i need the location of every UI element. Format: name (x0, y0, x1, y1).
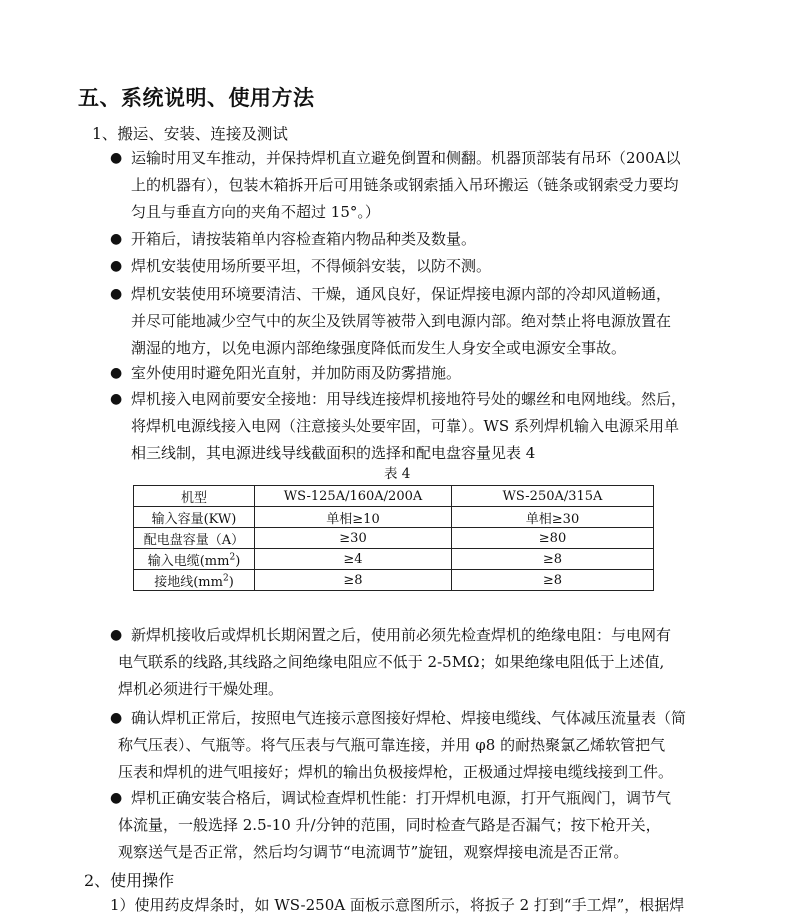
table-cell: 单相≥10 (255, 507, 452, 528)
bullet-line: 焊机正确安装合格后，调试检查焊机性能：打开焊机电源，打开气瓶阀门，调节气 (131, 789, 672, 807)
subsection-heading-1: 1、搬运、安装、连接及测试 (92, 125, 288, 143)
bullet-line: 焊机安装使用场所要平坦，不得倾斜安装，以防不测。 (131, 257, 492, 275)
table-header-row (134, 486, 654, 507)
bullet-line: 焊机必须进行干燥处理。 (118, 680, 284, 698)
bullet-line: 室外使用时避免阳光直射，并加防雨及防雾措施。 (131, 364, 462, 382)
bullet-dot: ● (110, 710, 123, 726)
bullet-line: 运输时用叉车推动，并保持焊机直立避免倒置和侧翻。机器顶部装有吊环（200A以 (131, 149, 681, 167)
table-row (134, 570, 654, 591)
bullet-line: 将焊机电源线接入电网（注意接头处要牢固，可靠）。WS 系列焊机输入电源采用单 (131, 417, 679, 435)
table-row-label: 配电盘容量（A） (134, 528, 255, 549)
bullet-testing (110, 785, 722, 866)
bullet-line: 潮湿的地方，以免电源内部绝缘强度降低而发生人身安全或电源安全事故。 (131, 339, 627, 357)
bullet-insulation (110, 622, 722, 703)
spec-table (133, 485, 654, 591)
subsection-heading-2: 2、使用操作 (84, 871, 175, 890)
table-cell: ≥80 (452, 528, 654, 549)
bullet-line: 并尽可能地减少空气中的灰尘及铁屑等被带入到电源内部。绝对禁止将电源放置在 (131, 312, 672, 330)
section-heading: 五、系统说明、使用方法 (78, 85, 315, 110)
table-header-cell: WS-125A/160A/200A (255, 486, 452, 507)
bullet-line: 相三线制，其电源进线导线截面积的选择和配电盘容量见表 4 (131, 444, 536, 462)
bullet-line: 确认焊机正常后，按照电气连接示意图接好焊枪、焊接电缆线、气体减压流量表（简 (131, 709, 687, 727)
bullet-dot: ● (110, 150, 123, 166)
bullet-dot: ● (110, 258, 123, 274)
bullet-line: 称气压表）、气瓶等。将气压表与气瓶可靠连接，并用 φ8 的耐热聚氯乙烯软管把气 (118, 736, 666, 754)
table-cell: ≥8 (452, 549, 654, 570)
bullet-transport (110, 145, 722, 226)
bullet-line: 体流量，一般选择 2.5-10 升/分钟的范围，同时检查气路是否漏气；按下枪开关， (118, 816, 661, 834)
table-cell: ≥30 (255, 528, 452, 549)
bullet-connection (110, 705, 722, 786)
bullet-line: 观察送气是否正常，然后均匀调节“电流调节”旋钮，观察焊接电流是否正常。 (118, 843, 629, 861)
bullet-flat-site (110, 253, 722, 280)
table-caption: 表 4 (384, 466, 411, 482)
bullet-line: 压表和焊机的进气咀接好；焊机的输出负极接焊枪，正极通过焊接电缆线接到工件。 (118, 763, 674, 781)
table-row-label: 输入容量(KW) (134, 507, 255, 528)
bullet-dot: ● (110, 286, 123, 302)
bullet-grounding (110, 386, 722, 467)
bullet-outdoor (110, 360, 722, 387)
table-row (134, 549, 654, 570)
partial-text-line: 1）使用药皮焊条时，如 WS-250A 面板示意图所示，将扳子 2 打到“手工焊”，根据焊 (110, 896, 685, 914)
bullet-unpacking (110, 226, 722, 253)
bullet-line: 匀且与垂直方向的夹角不超过 15°。） (131, 203, 380, 221)
bullet-line: 焊机接入电网前要安全接地：用导线连接焊机接地符号处的螺丝和电网地线。然后， (131, 390, 687, 408)
table-header-cell: WS-250A/315A (452, 486, 654, 507)
bullet-line: 上的机器有），包装木箱拆开后可用链条或钢索插入吊环搬运（链条或钢索受力要均 (131, 176, 679, 194)
bullet-dot: ● (110, 790, 123, 806)
table-cell: ≥4 (255, 549, 452, 570)
bullet-line: 新焊机接收后或焊机长期闲置之后，使用前必须先检查焊机的绝缘电阻：与电网有 (131, 626, 672, 644)
table-cell: ≥8 (255, 570, 452, 591)
bullet-dot: ● (110, 627, 123, 643)
bullet-line: 焊机安装使用环境要清洁、干燥，通风良好，保证焊接电源内部的冷却风道畅通， (131, 285, 672, 303)
table-row-label: 接地线$(mm^2)$ (134, 570, 255, 591)
table-row-label: 输入电缆$(mm^2)$ (134, 549, 255, 570)
bullet-dot: ● (110, 391, 123, 407)
table-cell: ≥8 (452, 570, 654, 591)
bullet-line: 开箱后，请按装箱单内容检查箱内物品种类及数量。 (131, 230, 477, 248)
table-cell: 单相≥30 (452, 507, 654, 528)
bullet-environment (110, 281, 722, 362)
bullet-dot: ● (110, 231, 123, 247)
bullet-line: 电气联系的线路,其线路之间绝缘电阻应不低于 2-5MΩ；如果绝缘电阻低于上述值, (118, 653, 665, 671)
table-row (134, 528, 654, 549)
bullet-dot: ● (110, 365, 123, 381)
table-row (134, 507, 654, 528)
table-header-cell: 机型 (134, 486, 255, 507)
